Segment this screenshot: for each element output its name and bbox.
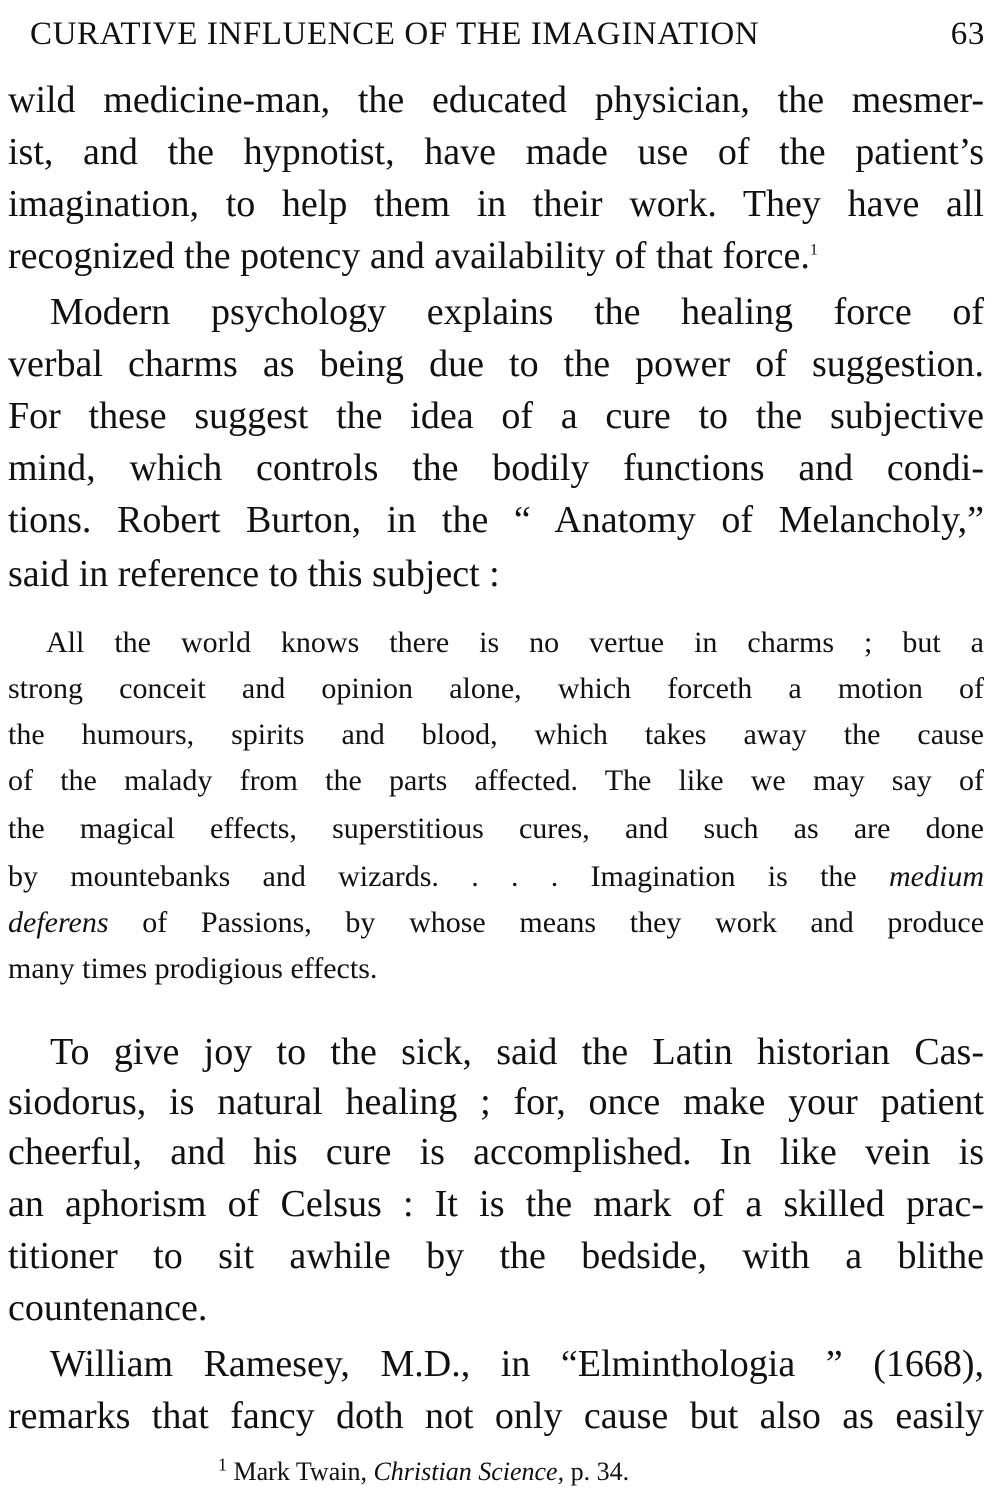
text-line-content: recognized the potency and availability of that force.	[8, 235, 810, 277]
quote-line-text: of Passions, by whose means they work and produce	[142, 906, 985, 939]
footnote	[218, 1455, 629, 1489]
page-number: 63	[950, 16, 985, 52]
quote-line	[8, 854, 984, 900]
footnote-mark: 1	[218, 1454, 227, 1475]
text-line: To give joy to the sick, said the Latin historian Cas-	[50, 1031, 984, 1073]
quote-line: many times prodigious effects.	[8, 952, 378, 985]
quote-line: the magical effects, superstitious cures, and such as are done	[8, 812, 984, 845]
text-line: For these suggest the idea of a cure to the subjective	[8, 395, 984, 437]
text-line: remarks that fancy doth not only cause but also as easily	[8, 1395, 984, 1437]
quote-line: the humours, spirits and blood, which takes away the cause	[8, 718, 984, 751]
text-line: wild medicine-man, the educated physician, the mesmer-	[8, 79, 984, 121]
text-line: titioner to sit awhile by the bedside, with a blithe	[8, 1235, 984, 1277]
text-line	[8, 230, 984, 282]
quote-line	[8, 900, 984, 946]
footnote-reference: 1	[809, 241, 818, 259]
text-line: William Ramesey, M.D., in “Elminthologia ” (1668),	[50, 1343, 984, 1385]
text-line: an aphorism of Celsus : It is the mark of a skilled prac-	[8, 1183, 984, 1225]
running-head-title: CURATIVE INFLUENCE OF THE IMAGINATION	[30, 16, 760, 52]
text-line: ist, and the hypnotist, have made use of the patient’s	[8, 131, 984, 173]
footnote-title: Christian Science,	[373, 1457, 565, 1486]
quote-italic-term: medium	[889, 860, 984, 893]
text-line: siodorus, is natural healing ; for, once make your patient	[8, 1081, 984, 1123]
text-line: Modern psychology explains the healing force of	[50, 291, 984, 333]
text-line: verbal charms as being due to the power of suggestion.	[8, 343, 984, 385]
text-line: said in reference to this subject :	[8, 553, 500, 595]
text-line: cheerful, and his cure is accomplished. In like vein is	[8, 1131, 984, 1173]
text-line: imagination, to help them in their work. They have all	[8, 183, 984, 225]
quote-line-text: by mountebanks and wizards. . . . Imagination is the	[8, 860, 857, 893]
quote-line: strong conceit and opinion alone, which forceth a motion of	[8, 672, 984, 705]
footnote-author: Mark Twain,	[233, 1457, 367, 1486]
quote-line: All the world knows there is no vertue in charms ; but a	[46, 626, 984, 659]
quote-line: of the malady from the parts affected. The like we may say of	[8, 764, 984, 797]
text-line: tions. Robert Burton, in the “ Anatomy of Melancholy,”	[8, 499, 984, 541]
quote-italic-term: deferens	[8, 906, 109, 939]
running-head	[10, 14, 985, 54]
text-line: countenance.	[8, 1287, 208, 1329]
footnote-page: p. 34.	[570, 1457, 630, 1486]
text-line: mind, which controls the bodily functions and condi-	[8, 447, 984, 489]
